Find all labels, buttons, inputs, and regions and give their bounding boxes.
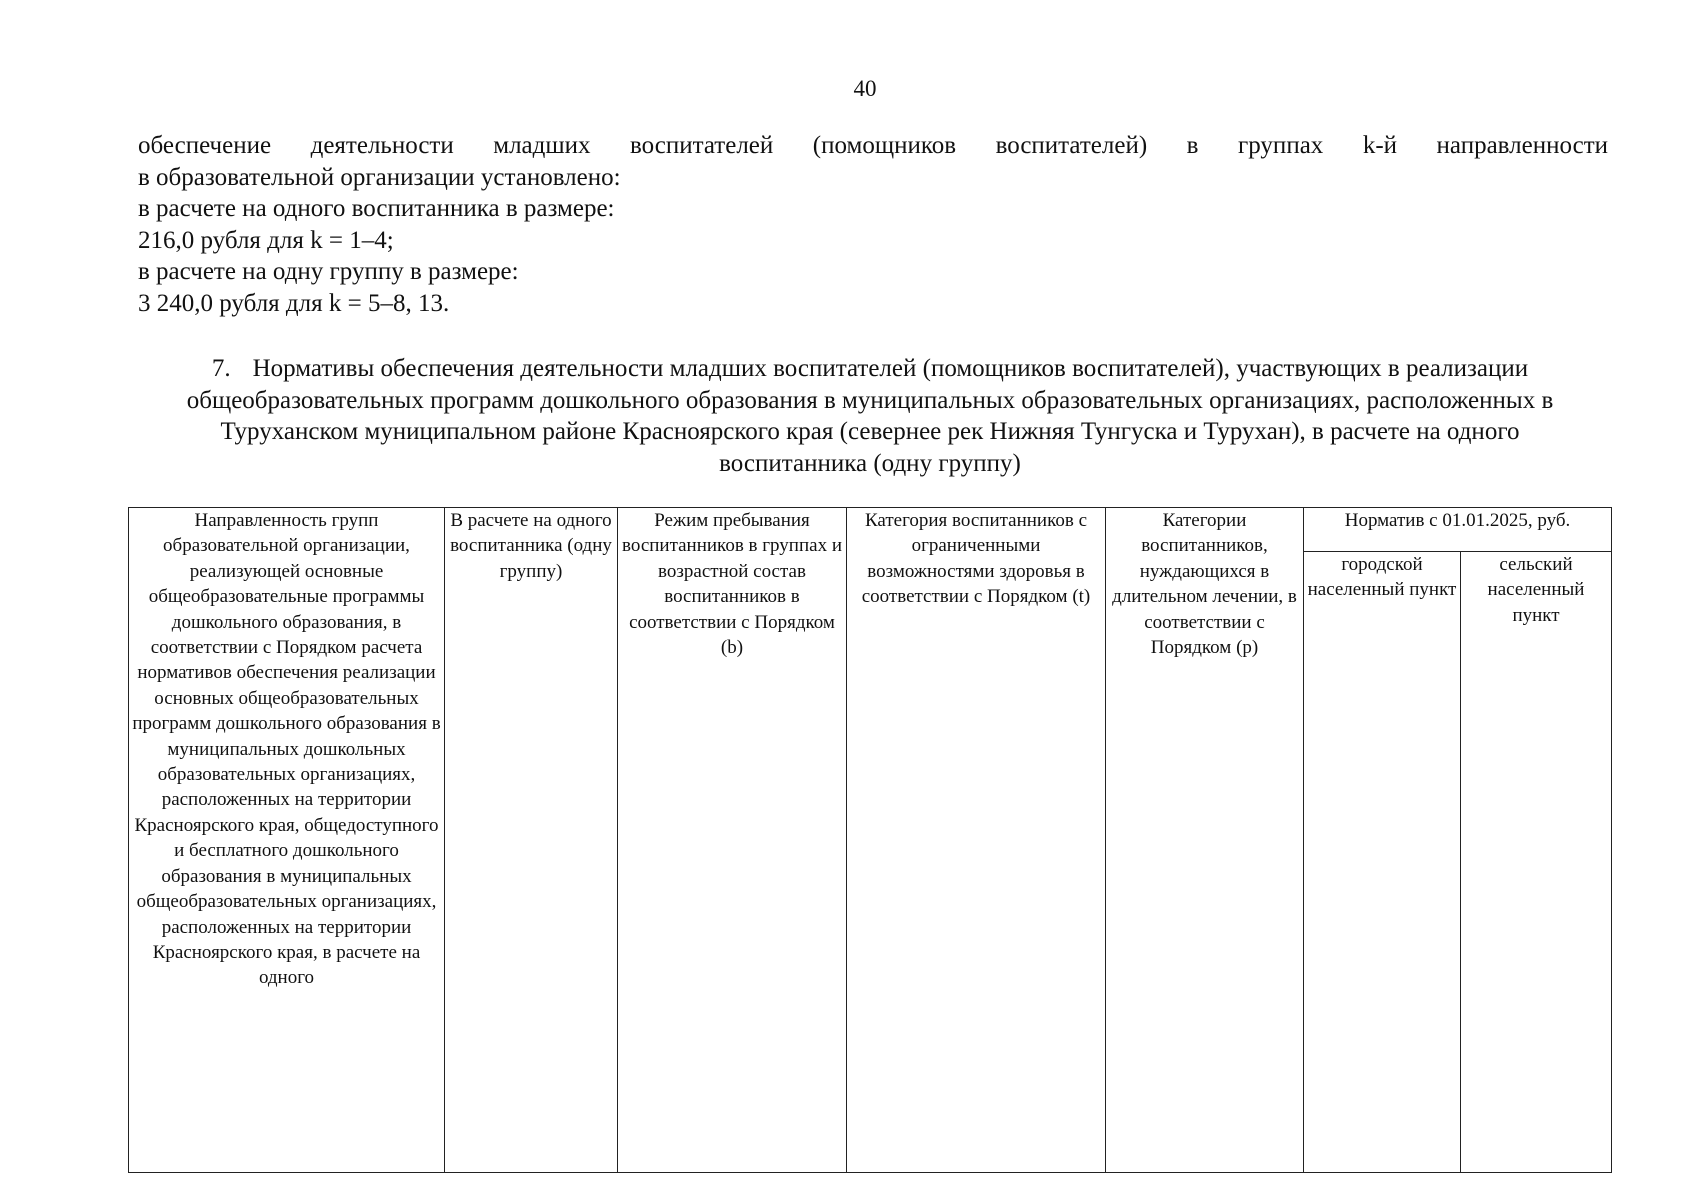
header-stay-mode: Режим пребывания воспитанников в группах и возрастной состав воспитанников в соответствии с Порядком (b) (618, 508, 847, 1173)
header-norm-2025: Норматив с 01.01.2025, руб. (1304, 508, 1612, 552)
section-heading (150, 353, 1590, 479)
table-header-row (129, 508, 1612, 552)
header-group-direction: Направленность групп образовательной организации, реализующей основные общеобразовательные программы дошкольного образования, в соответствии с Порядком расчета нормативов обеспечения реализации основных общеобразовательных программ дошкольного образования в муниципальных дошкольных образовательных организациях, расположенных на территории Красноярского края, общедоступного и бесплатного дошкольного образования в муниципальных общеобразовательных организациях, расположенных на территории Красноярского края, в расчете на одного (129, 508, 445, 1173)
header-disability-category: Категория воспитанников с ограниченными возможностями здоровья в соответствии с Порядком (t) (847, 508, 1106, 1173)
paragraph-line-6: 3 240,0 рубля для k = 5–8, 13. (138, 289, 450, 317)
header-urban-settlement: городской населенный пункт (1304, 552, 1461, 1173)
body-paragraph (138, 130, 1608, 319)
header-long-treatment-category: Категории воспитанников, нуждающихся в длительном лечении, в соответствии с Порядком (p) (1106, 508, 1304, 1173)
paragraph-line-3: в расчете на одного воспитанника в размере: (138, 195, 615, 222)
section-title: Нормативы обеспечения деятельности младших воспитателей (помощников воспитателей), участвующих в реализации общеобразовательных программ дошкольного образования в муниципальных образовательных организациях, расположенных в Туруханском муниципальном районе Красноярского края (севернее рек Нижняя Тунгуска и Турухан), в расчете на одного воспитанника (одну группу) (186, 355, 1554, 477)
paragraph-line-2: в образовательной организации установлено: (138, 163, 621, 191)
norms-table (128, 507, 1612, 1173)
section-number: 7. (211, 355, 231, 382)
header-rural-settlement: сельский населенный пункт (1461, 552, 1612, 1173)
paragraph-line-4: 216,0 рубля для k = 1–4; (138, 226, 394, 254)
paragraph-line-1: обеспечение деятельности младших воспитателей (помощников воспитателей) в группах k-й направленности (138, 132, 1608, 159)
page-number: 40 (853, 76, 877, 101)
header-per-pupil: В расчете на одного воспитанника (одну группу) (445, 508, 618, 1173)
paragraph-line-5: в расчете на одну группу в размере: (138, 258, 519, 285)
